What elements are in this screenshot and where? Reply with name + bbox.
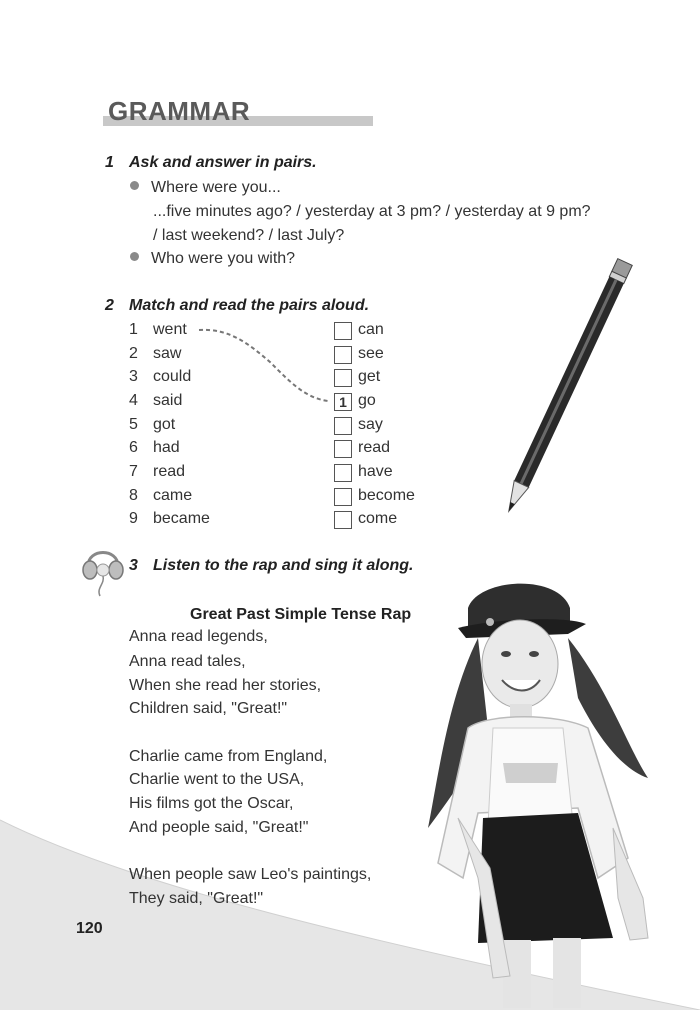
match-left-word: could [153, 368, 192, 385]
match-left-word: came [153, 487, 193, 504]
answer-box-filled[interactable]: 1 [334, 393, 352, 411]
page-number: 120 [76, 920, 103, 937]
headphones-icon[interactable] [80, 538, 126, 600]
section-title: GRAMMAR [108, 96, 251, 126]
match-left-word: went [153, 321, 187, 338]
section-header [103, 96, 375, 130]
match-right-word: come [358, 510, 398, 527]
match-right-word: get [358, 368, 381, 385]
task2-instruction: Match and read the pairs aloud. [129, 297, 370, 314]
match-left-number: 3 [129, 368, 138, 385]
task1-line-3: / last weekend? / last July? [153, 227, 345, 244]
match-left-word: said [153, 392, 183, 409]
match-left-number: 1 [129, 321, 138, 338]
match-left-number: 9 [129, 510, 138, 527]
rap-line: When people saw Leo's paintings, [129, 866, 372, 883]
match-left-word: became [153, 510, 210, 527]
task1-bullet-2 [130, 250, 295, 268]
answer-box[interactable] [334, 511, 352, 529]
match-right-word: have [358, 463, 393, 480]
task1-instruction: Ask and answer in pairs. [129, 154, 317, 171]
answer-box[interactable] [334, 488, 352, 506]
rap-line: His films got the Oscar, [129, 795, 294, 812]
task3-instruction: Listen to the rap and sing it along. [153, 557, 414, 574]
match-left-word: had [153, 439, 180, 456]
rap-line: Children said, "Great!" [129, 700, 288, 717]
match-left-number: 4 [129, 392, 138, 409]
task1-heading [105, 154, 317, 172]
task1-number: 1 [105, 154, 114, 171]
rap-title: Great Past Simple Tense Rap [190, 606, 412, 623]
match-left-word: got [153, 416, 176, 433]
answer-box[interactable] [334, 440, 352, 458]
match-left-number: 5 [129, 416, 138, 433]
match-right-word: read [358, 439, 391, 456]
task3-heading [129, 557, 413, 575]
rap-line: Anna read tales, [129, 653, 246, 670]
match-right-word: can [358, 321, 384, 338]
match-left-word: read [153, 463, 186, 480]
match-right-word: become [358, 487, 415, 504]
bullet-dot-icon [130, 181, 139, 190]
task1-line-2: ...five minutes ago? / yesterday at 3 pm? / yesterday at 9 pm? [153, 203, 591, 220]
rap-line: When she read her stories, [129, 677, 322, 694]
task1-bullet-1-text: Where were you... [151, 179, 281, 196]
task1-bullet-1 [130, 179, 281, 197]
answer-box[interactable] [334, 464, 352, 482]
task2-number: 2 [105, 297, 114, 314]
match-left-number: 7 [129, 463, 138, 480]
rap-line: Anna read legends, [129, 628, 268, 645]
bullet-dot-icon [130, 252, 139, 261]
match-left-number: 8 [129, 487, 138, 504]
answer-box[interactable] [334, 369, 352, 387]
match-left-number: 2 [129, 345, 138, 362]
answer-box[interactable] [334, 322, 352, 340]
match-right-word: say [358, 416, 383, 433]
task1-bullet-2-text: Who were you with? [151, 250, 296, 267]
rap-line: Charlie came from England, [129, 748, 328, 765]
pencil-illustration [460, 250, 640, 530]
match-right-word: go [358, 392, 376, 409]
rap-line: And people said, "Great!" [129, 819, 309, 836]
task2-heading [105, 297, 369, 315]
match-left-number: 6 [129, 439, 138, 456]
answer-box[interactable] [334, 417, 352, 435]
rap-line: They said, "Great!" [129, 890, 264, 907]
match-left-word: saw [153, 345, 182, 362]
answer-box[interactable] [334, 346, 352, 364]
task3-number: 3 [129, 557, 138, 574]
girl-photo [418, 578, 680, 1008]
match-right-word: see [358, 345, 384, 362]
rap-line: Charlie went to the USA, [129, 771, 305, 788]
